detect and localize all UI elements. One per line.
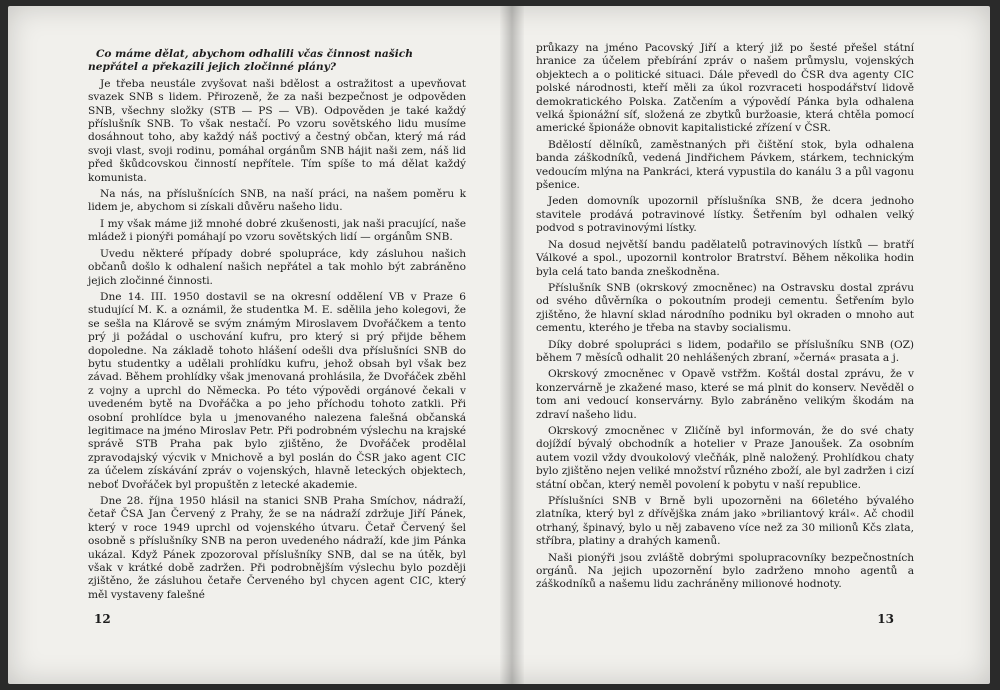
paragraph: I my však máme již mnohé dobré zkušenosti, jak naši pracující, naše mládež i pionýři pomáhají po vzoru sovětských lidí — orgánům SNB. [88,217,466,244]
left-page-text [88,48,466,602]
right-page [524,6,990,684]
paragraph: Díky dobré spolupráci s lidem, podařilo se příslušníku SNB (OZ) během 7 měsíců odhalit 20 nehlášených zbraní, »černá« prasata a j. [536,338,914,364]
paragraph: Naši pionýři jsou zvláště dobrými spolupracovníky bezpečnostních orgánů. Na jejich upozornění bylo zadrženo mnoho agentů a záškodníků a našemu lidu zachráněny milionové hodnoty. [536,551,914,591]
paragraph: Je třeba neustále zvyšovat naši bdělost a ostražitost a upevňovat svazek SNB s lidem. Přirozeně, že za naši bezpečnost je odpověden SNB, všechny složky (STB — PS — VB). Odpověden je také každý příslušník SNB. To však nestačí. Po vzoru sovětského lidu musíme dosáhnout toho, aby každý náš poctivý a čestný občan, který má rád svoji vlast, svoji rodinu, pomáhal orgánům SNB hájit naši zem, náš lid před škůdcovskou činností nepřítele. Tím spíše to má dělat každý komunista. [88,77,466,184]
left-page [8,6,500,684]
paragraph: Okrskový zmocněnec v Opavě vstřžm. Koštál dostal zprávu, že v konzervárně je zkažené maso, které se má plnit do konserv. Nevěděl o tom ani vedoucí konservárny. Bylo zabráněno velikým škodám na zdraví našeho lidu. [536,368,914,421]
book-spread [8,6,990,684]
paragraph: Dne 14. III. 1950 dostavil se na okresní oddělení VB v Praze 6 studující M. K. a oznámil, že studentka M. E. sdělila jeho kolegovi, že se sešla na Klárově se svým známým Miroslavem Dvořáčkem a tento prý ji požádal o uschování kufru, pro který si prý přijde během dopoledne. Na základě tohoto hlášení odešli dva příslušníci SNB do bytu studentky a udělali prohlídku kufru, jehož obsah byl však bez závad. Během prohlídky však jmenovaná prohlásila, že Dvořáček zběhl z vojny a uprchl do Německa. Po této výpovědi orgánové čekali v uvedeném bytě na Dvořáčka a po jeho příchodu tohoto zatkli. Při osobní prohlídce byla u jmenovaného nalezena falešná občanská legitimace na jméno Miroslav Petr. Při podrobném výslechu na krajské správě STB Praha pak bylo zjištěno, že Dvořáček prodělal zpravodajský výcvik v Mnichově a byl poslán do ČSR jako agent CIC za účelem získávání zpráv o vojenských, hlavně leteckých objektech, neboť Dvořáček byl propuštěn z letecké akademie. [88,290,466,491]
paragraph: Okrskový zmocněnec v Zličíně byl informován, že do své chaty dojíždí bývalý obchodník a hotelier v Praze Janoušek. Za osobním autem vozil vždy dvoukolový vlečňák, plně naložený. Prohlídkou chaty bylo zjištěno nejen veliké množství různého zboží, ale byl zadržen i cizí státní občan, který neměl povolení k pobytu v naší republice. [536,424,914,491]
paragraph: Na dosud největší bandu padělatelů potravinových lístků — bratří Válkové a spol., upozornil kontrolor Bratrství. Během několika hodin byla celá tato banda zneškodněna. [536,238,914,278]
paragraph: Příslušníci SNB v Brně byli upozorněni na 66letého bývalého zlatníka, který byl z dřívějška znám jako »briliantový král«. Ač chodil otrhaný, špinavý, bylo u něj zabaveno více než za 30 milionů Kčs zlata, stříbra, platiny a drahých kamenů. [536,495,914,548]
section-heading: Co máme dělat, abychom odhalili včas činnost našich nepřátel a překazili jejich zločinné plány? [88,48,413,74]
page-number: 12 [94,612,111,626]
paragraph: Uvedu některé případy dobré spolupráce, kdy zásluhou našich občanů došlo k odhalení našich nepřátel a tak mohlo být zabráněno jejich zločinné činnosti. [88,247,466,287]
page-number: 13 [877,612,894,626]
book-gutter [500,6,524,684]
paragraph: Příslušník SNB (okrskový zmocněnec) na Ostravsku dostal zprávu od svého důvěrníka o pokoutním prodeji cementu. Šetřením bylo zjištěno, že hlavní sklad národního podniku byl okraden o mnoho aut cementu, kterého je třeba na stavby socialismu. [536,281,914,335]
paragraph: průkazy na jméno Pacovský Jiří a který již po šesté přešel státní hranice za účelem přebírání zpráv o našem průmyslu, vojenských objektech a o politické situaci. Dále převedl do ČSR dva agenty CIC polské národnosti, kteří měli za úkol rozvraceti hospodářství lidově demokratického Polska. Zatčením a výpovědí Pánka byla odhalena velká špionážní síť, složená ze zbytků buržoasie, která chtěla pomocí americké špionáže obnovit kapitalistické zřízení v ČSR. [536,42,914,135]
right-page-text [536,42,914,592]
paragraph: Dne 28. října 1950 hlásil na stanici SNB Praha Smíchov, nádraží, četař ČSA Jan Červený z Prahy, že se na nádraží zdržuje Jiří Pánek, který v roce 1949 uprchl od vojenského útvaru. Četař Červený šel osobně s příslušníky SNB na peron uvedeného nádraží, kde jim Pánka ukázal. Když Pánek zpozoroval příslušníky SNB, dal se na útěk, byl však v krátké době zadržen. Při podrobnějším výslechu bylo později zjištěno, že zásluhou četaře Červeného byl chycen agent CIC, který měl vystaveny falešné [88,495,466,601]
paragraph: Na nás, na příslušnících SNB, na naší práci, na našem poměru k lidem je, abychom si získali důvěru našeho lidu. [88,188,466,214]
paragraph: Bdělostí dělníků, zaměstnaných při čištění stok, byla odhalena banda záškodníků, vedená Jindřichem Pávkem, stárkem, technickým vedoucím mlýna na Pankráci, která vypustila do kanálu 3 a půl vagonu pšenice. [536,138,914,192]
paragraph: Jeden domovník upozornil příslušníka SNB, že dcera jednoho stavitele prodává potravinové lístky. Šetřením byl odhalen velký podvod s potravinovými lístky. [536,195,914,235]
